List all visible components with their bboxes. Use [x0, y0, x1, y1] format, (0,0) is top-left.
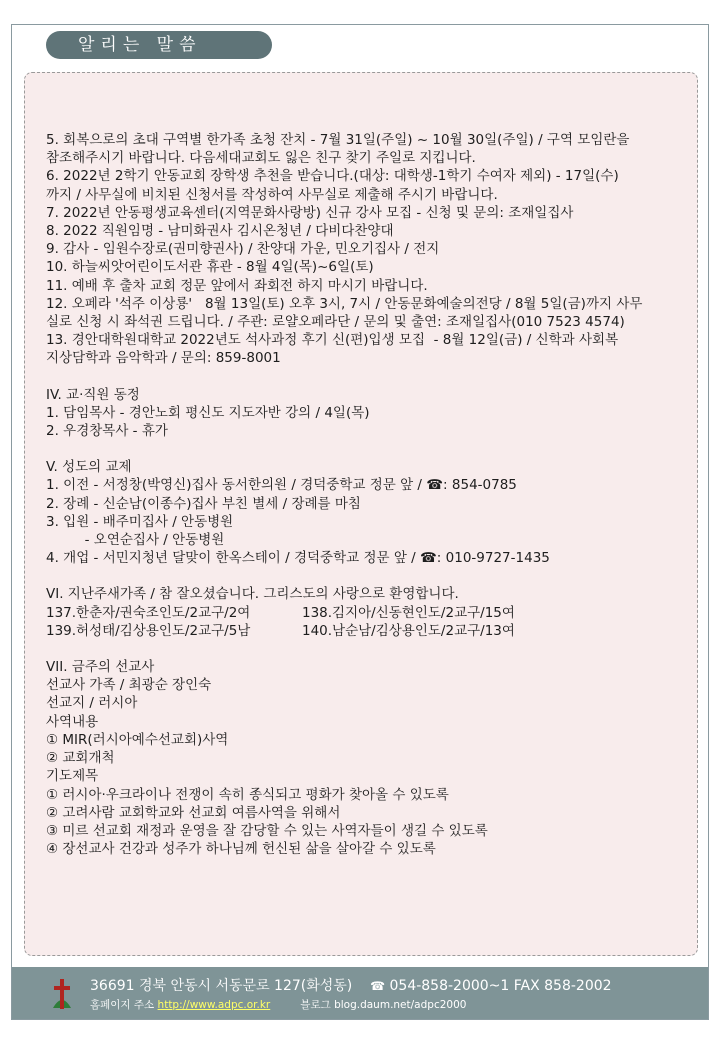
missionary-line: ③ 미르 선교회 재정과 운영을 잘 감당할 수 있는 사역자들이 생길 수 있도록	[46, 822, 488, 839]
section-heading: VII. 금주의 선교사	[46, 659, 155, 676]
staff-item: 2. 우경창목사 - 휴가	[46, 423, 168, 440]
staff-section	[46, 386, 696, 441]
fellowship-item: - 오연순집사 / 안동병원	[46, 532, 225, 549]
announcement-line: 11. 예배 후 출차 교회 정문 앞에서 좌회전 하지 마시기 바랍니다.	[46, 277, 428, 294]
homepage-link[interactable]: http://www.adpc.or.kr	[157, 999, 271, 1011]
phone-icon: ☎	[370, 979, 386, 993]
missionary-line: ① MIR(러시아예수선교회)사역	[46, 731, 229, 748]
missionary-line: ① 러시아·우크라이나 전쟁이 속히 종식되고 평화가 찾아올 수 있도록	[46, 786, 449, 803]
announcement-line: 5. 회복으로의 초대 구역별 한가족 초청 잔치 - 7월 31일(주일) ~ 10월 30일(주일) / 구역 모임란을	[46, 132, 630, 148]
fellowship-item: 4. 개업 - 서민지청년 달맞이 한옥스테이 / 경덕중학교 정문 앞 / ☎: 010-9727-1435	[46, 550, 550, 567]
missionary-section	[46, 658, 696, 858]
announcement-line: 13. 경안대학원대학교 2022년도 석사과정 후기 신(편)입생 모집 - 8월 12일(금) / 신학과 사회복	[46, 332, 619, 349]
section-heading: V. 성도의 교제	[46, 459, 132, 476]
newcomers-section	[46, 585, 696, 640]
bulletin-content	[46, 131, 696, 858]
newcomer-entry: 139.허성태/김상용인도/2교구/5남	[46, 622, 251, 639]
fellowship-item: 2. 장례 - 신순남(이종수)집사 부친 별세 / 장례를 마침	[46, 495, 361, 512]
missionary-line: 선교사 가족 / 최광순 장인숙	[46, 677, 212, 694]
footer-phone: 054-858-2000~1 FAX 858-2002	[389, 978, 612, 994]
footer-address: 36691 경북 안동시 서동문로 127(화성동)	[90, 978, 353, 994]
announcement-line: 실로 신청 시 좌석권 드립니다. / 주관: 로얄오페라단 / 문의 및 출연: 조재일집사(010 7523 4574)	[46, 314, 625, 331]
staff-item: 1. 담임목사 - 경안노회 평신도 지도자반 강의 / 4일(목)	[46, 404, 370, 421]
newcomer-row	[46, 604, 696, 622]
fellowship-section	[46, 458, 696, 567]
newcomer-entry: 138.김지아/신동현인도/2교구/15여	[302, 604, 515, 621]
missionary-line: ② 교회개척	[46, 750, 115, 767]
church-cross-logo-icon	[51, 978, 73, 1010]
missionary-line: 사역내용	[46, 713, 99, 730]
announcement-line: 7. 2022년 안동평생교육센터(지역문화사랑방) 신규 강사 모집 - 신청 및 문의: 조재일집사	[46, 204, 574, 221]
missionary-line: 기도제목	[46, 768, 99, 785]
announcement-line: 12. 오페라 '석주 이상룡' 8월 13일(토) 오후 3시, 7시 / 안동문화예술의전당 / 8월 5일(금)까지 사무	[46, 295, 643, 312]
missionary-line: 선교지 / 러시아	[46, 695, 138, 712]
announcement-line: 참조해주시기 바랍니다. 다음세대교회도 잃은 친구 찾기 주일로 지킵니다.	[46, 150, 476, 167]
footer-links	[90, 997, 466, 1012]
section-heading: IV. 교·직원 동정	[46, 386, 140, 403]
fellowship-item: 1. 이전 - 서정창(박영신)집사 동서한의원 / 경덕중학교 정문 앞 / ☎: 854-0785	[46, 477, 517, 494]
fellowship-item: 3. 입원 - 배주미집사 / 안동병원	[46, 513, 234, 530]
announcement-line: 8. 2022 직원임명 - 남미화권사 김시온청년 / 다비다찬양대	[46, 223, 394, 240]
announcement-line: 10. 하늘씨앗어린이도서관 휴관 - 8월 4일(목)~6일(토)	[46, 259, 374, 276]
newcomer-entry: 137.한춘자/권숙조인도/2교구/2여	[46, 604, 251, 621]
footer-contact	[90, 975, 612, 995]
missionary-line: ④ 장선교사 건강과 성주가 하나님께 헌신된 삶을 살아갈 수 있도록	[46, 841, 436, 858]
missionary-line: ② 고려사람 교회학교와 선교회 여름사역을 위해서	[46, 804, 341, 821]
section-heading: VI. 지난주새가족 / 참 잘오셨습니다. 그리스도의 사랑으로 환영합니다.	[46, 586, 459, 603]
announcements-section	[46, 131, 696, 368]
announcement-line: 6. 2022년 2학기 안동교회 장학생 추천을 받습니다.(대상: 대학생-1학기 수여자 제외) - 17일(수)	[46, 168, 619, 185]
announcement-line: 까지 / 사무실에 비치된 신청서를 작성하여 사무실로 제출해 주시기 바랍니다.	[46, 186, 498, 203]
announcement-line: 9. 감사 - 임원수장로(권미향권사) / 찬양대 가운, 민오기집사 / 전지	[46, 241, 440, 258]
homepage-label: 홈페이지 주소	[90, 999, 155, 1011]
blog-label: 블로그	[300, 999, 331, 1011]
announcement-line: 지상담학과 음악학과 / 문의: 859-8001	[46, 350, 281, 367]
page-title: 알리는 말씀	[46, 31, 272, 59]
newcomer-entry: 140.남순남/김상용인도/2교구/13여	[302, 622, 515, 639]
newcomer-row	[46, 622, 696, 640]
footer-bar	[12, 967, 708, 1019]
blog-link[interactable]: blog.daum.net/adpc2000	[334, 999, 467, 1011]
